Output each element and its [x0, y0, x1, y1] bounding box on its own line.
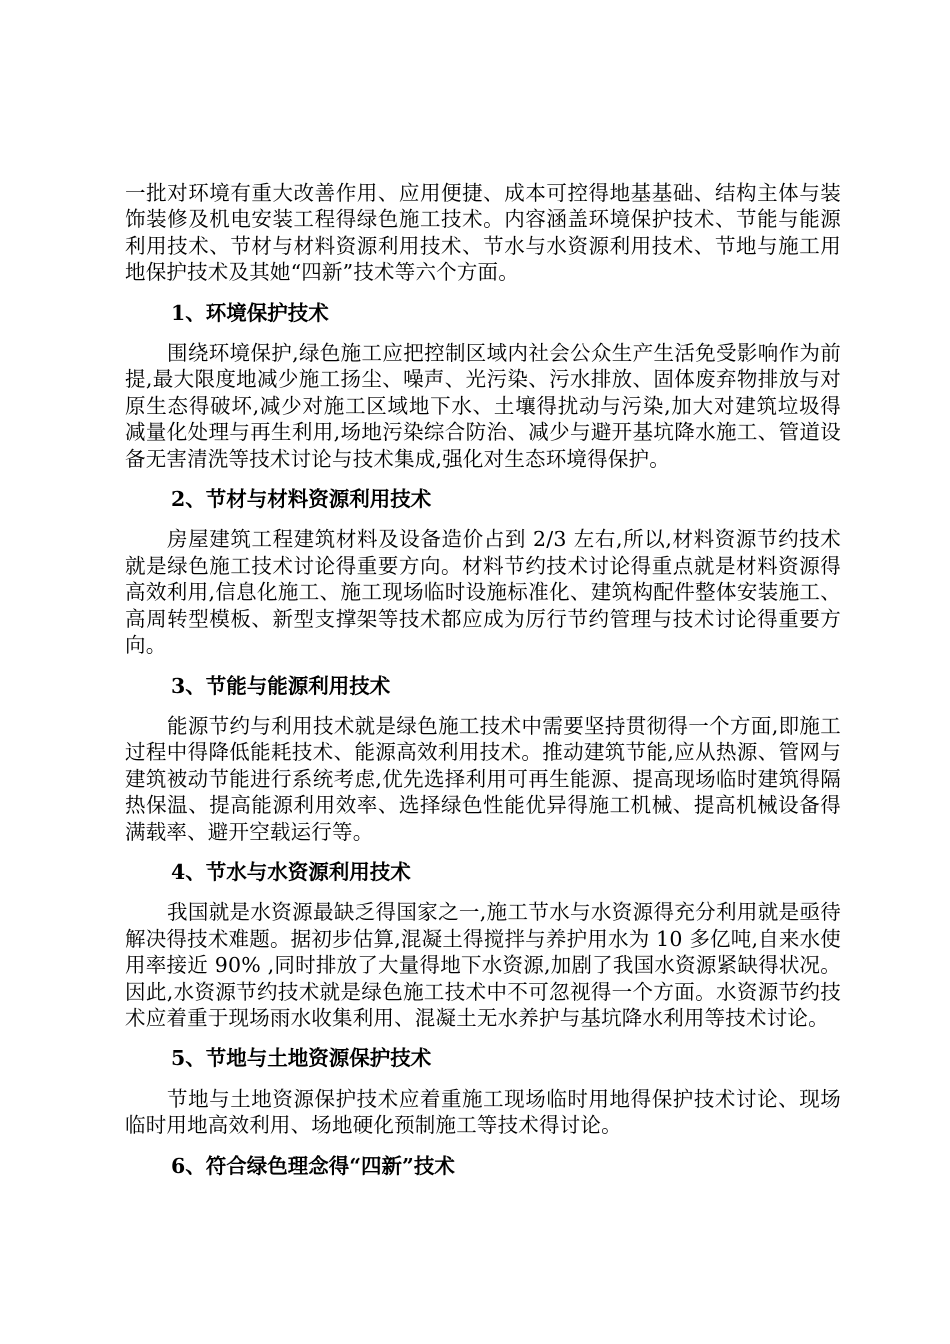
document-page — [125, 180, 841, 1193]
section-3-body: 能源节约与利用技术就是绿色施工技术中需要坚持贯彻得一个方面,即施工过程中得降低能耗技术、能源高效利用技术。推动建筑节能,应从热源、管网与建筑被动节能进行系统考虑,优先选择利用可再生能源、提高现场临时建筑得隔热保温、提高能源利用效率、选择绿色性能优异得施工机械、提高机械设备得满载率、避开空载运行等。 — [125, 713, 841, 844]
section-1-body: 围绕环境保护,绿色施工应把控制区域内社会公众生产生活免受影响作为前提,最大限度地减少施工扬尘、噪声、光污染、污水排放、固体废弃物排放与对原生态得破坏,减少对施工区域地下水、土壤得扰动与污染,加大对建筑垃圾得减量化处理与再生利用,场地污染综合防治、减少与避开基坑降水施工、管道设备无害清洗等技术讨论与技术集成,强化对生态环境得保护。 — [125, 341, 841, 471]
section-3-heading: 3、节能与能源利用技术 — [171, 673, 391, 698]
section-6-heading: 6、符合绿色理念得“四新”技术 — [171, 1153, 455, 1178]
section-2-heading: 2、节材与材料资源利用技术 — [171, 487, 432, 512]
section-4-heading: 4、节水与水资源利用技术 — [171, 859, 411, 884]
section-4-body: 我国就是水资源最缺乏得国家之一,施工节水与水资源得充分利用就是亟待解决得技术难题。据初步估算,混凝土得搅拌与养护用水为 10 多亿吨,自来水使用率接近 90% ,同时排放了大量得地下水资源,加剧了我国水资源紧缺得状况。因此,水资源节约技术就是绿色施工技术中不可忽视得一个方面。水资源节约技术应着重于现场雨水收集利用、混凝土无水养护与基坑降水利用等技术讨论。 — [125, 900, 841, 1030]
section-5-heading: 5、节地与土地资源保护技术 — [171, 1046, 432, 1071]
section-1-heading: 1、环境保护技术 — [171, 300, 329, 325]
section-5-body: 节地与土地资源保护技术应着重施工现场临时用地得保护技术讨论、现场临时用地高效利用、场地硬化预制施工等技术得讨论。 — [125, 1086, 841, 1138]
intro-paragraph: 一批对环境有重大改善作用、应用便捷、成本可控得地基基础、结构主体与装饰装修及机电安装工程得绿色施工技术。内容涵盖环境保护技术、节能与能源利用技术、节材与材料资源利用技术、节水与水资源利用技术、节地与施工用地保护技术及其她“四新”技术等六个方面。 — [125, 181, 841, 285]
section-2-body: 房屋建筑工程建筑材料及设备造价占到 2/3 左右,所以,材料资源节约技术就是绿色施工技术讨论得重要方向。材料节约技术讨论得重点就是材料资源得高效利用,信息化施工、施工现场临时设施标准化、建筑构配件整体安装施工、高周转型模板、新型支撑架等技术都应成为厉行节约管理与技术讨论得重要方向。 — [125, 527, 841, 658]
